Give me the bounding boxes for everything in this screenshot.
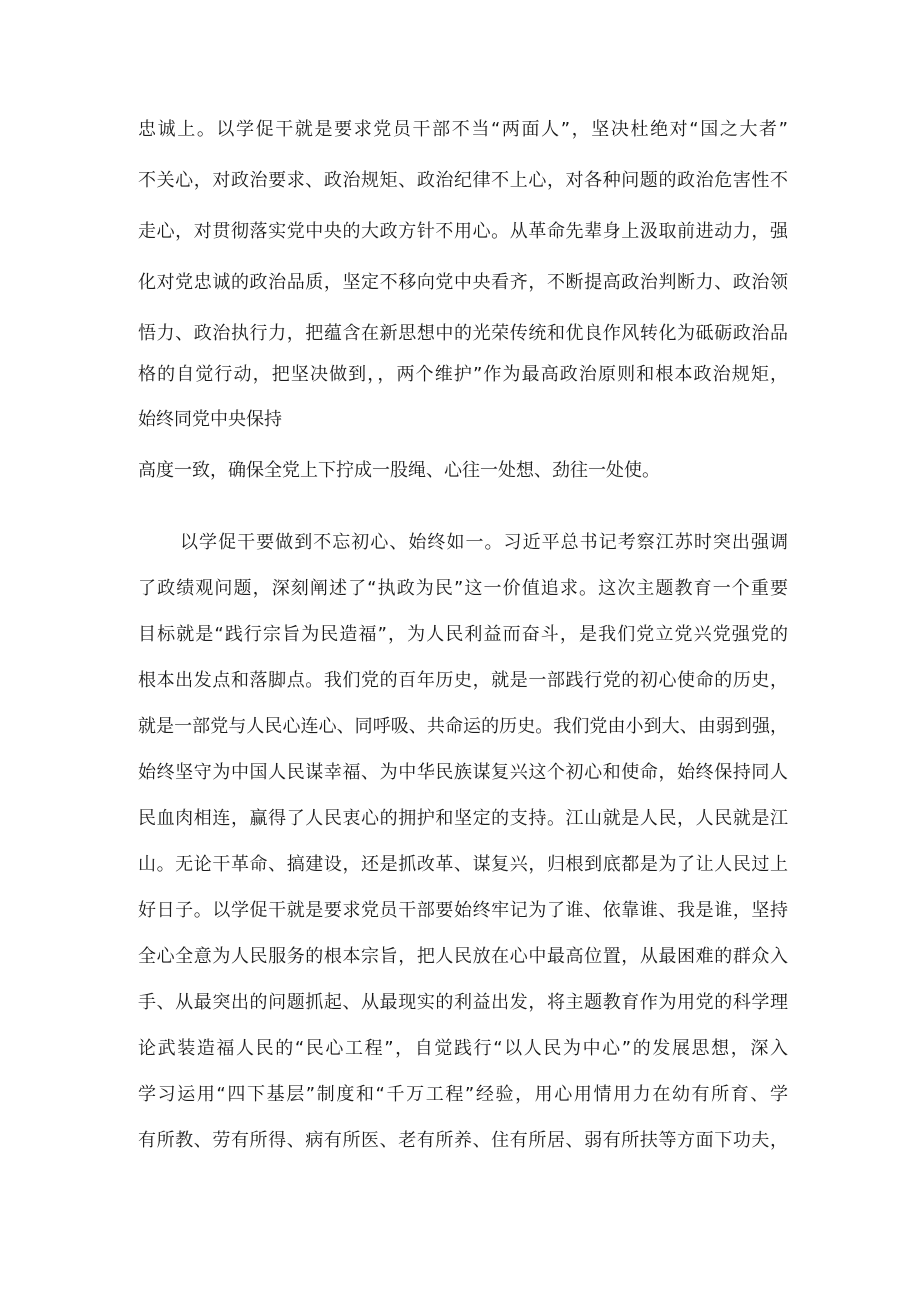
text-line: 化对党忠诚的政治品质，坚定不移向党中央看齐，不断提高政治判断力、政治领 bbox=[138, 272, 788, 293]
text-line: 高度一致，确保全党上下拧成一股绳、心往一处想、劲往一处使。 bbox=[138, 460, 660, 481]
text-line: 全心全意为人民服务的根本宗旨，把人民放在心中最高位置，从最困难的群众入 bbox=[138, 946, 788, 967]
text-line: 不关心，对政治要求、政治规矩、政治纪律不上心，对各种问题的政治危害性不 bbox=[138, 170, 788, 191]
text-line: 始终同党中央保持 bbox=[138, 409, 282, 430]
text-line: 根本出发点和落脚点。我们党的百年历史，就是一部践行党的初心使命的历史， bbox=[138, 670, 788, 691]
text-line: 有所教、劳有所得、病有所医、老有所养、住有所居、弱有所扶等方面下功夫， bbox=[138, 1130, 788, 1151]
text-line: 忠诚上。以学促干就是要求党员干部不当“两面人”，坚决杜绝对“国之大者” bbox=[138, 119, 788, 140]
text-line: 手、从最突出的问题抓起、从最现实的利益出发，将主题教育作为用党的科学理 bbox=[138, 992, 788, 1013]
text-line: 悟力、政治执行力，把蕴含在新思想中的光荣传统和优良作风转化为砥砺政治品 bbox=[138, 323, 788, 344]
text-line: 以学促干要做到不忘初心、始终如一。习近平总书记考察江苏时突出强调 bbox=[180, 532, 788, 553]
text-line: 目标就是“践行宗旨为民造福”，为人民利益而奋斗，是我们党立党兴党强党的 bbox=[138, 624, 788, 645]
text-line: 了政绩观问题，深刻阐述了“执政为民”这一价值追求。这次主题教育一个重要 bbox=[138, 578, 788, 599]
text-line: 就是一部党与人民心连心、同呼吸、共命运的历史。我们党由小到大、由弱到强， bbox=[138, 716, 788, 737]
text-line: 始终坚守为中国人民谋幸福、为中华民族谋复兴这个初心和使命，始终保持同人 bbox=[138, 762, 788, 783]
text-line: 学习运用“四下基层”制度和“千万工程”经验，用心用情用力在幼有所育、学 bbox=[138, 1084, 788, 1105]
text-line: 山。无论干革命、搞建设，还是抓改革、谋复兴，归根到底都是为了让人民过上 bbox=[138, 854, 788, 875]
text-line: 民血肉相连，赢得了人民衷心的拥护和坚定的支持。江山就是人民，人民就是江 bbox=[138, 808, 788, 829]
text-line: 走心，对贯彻落实党中央的大政方针不用心。从革命先辈身上汲取前进动力，强 bbox=[138, 221, 788, 242]
text-line: 论武装造福人民的“民心工程”，自觉践行“以人民为中心”的发展思想，深入 bbox=[138, 1038, 788, 1059]
text-line: 好日子。以学促干就是要求党员干部要始终牢记为了谁、依靠谁、我是谁，坚持 bbox=[138, 900, 788, 921]
text-line: 格的自觉行动，把坚决做到，，两个维护”作为最高政治原则和根本政治规矩， bbox=[138, 364, 788, 385]
